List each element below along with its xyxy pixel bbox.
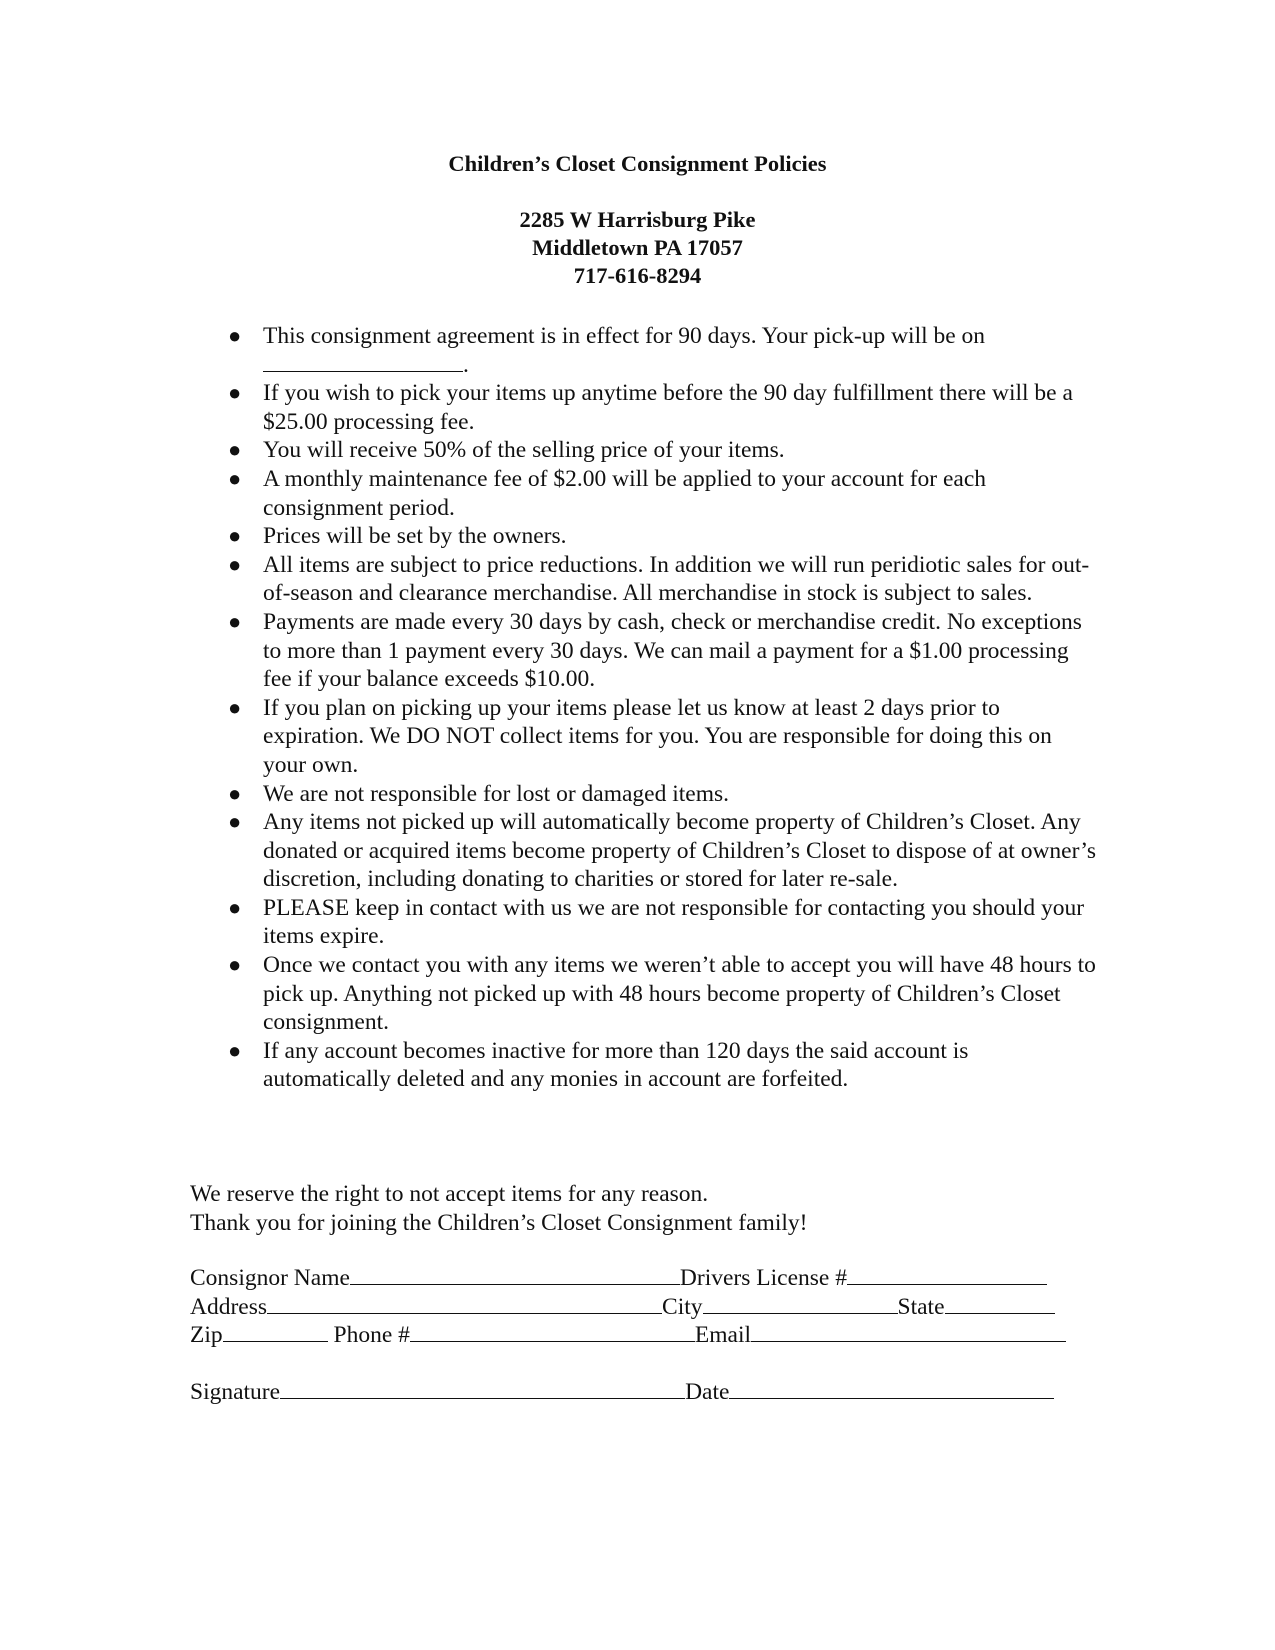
policy-text: We are not responsible for lost or damaged items. <box>263 780 730 807</box>
state-field[interactable] <box>945 1293 1055 1314</box>
policy-text: All items are subject to price reductions. In addition we will run peridiotic sales for out-of-season and clearance merchandise. All merchandise in stock is subject to sales. <box>263 551 1090 607</box>
city-state-zip: Middletown PA 17057 <box>532 235 743 260</box>
date-field[interactable] <box>729 1378 1054 1399</box>
drivers-license-field[interactable] <box>847 1264 1047 1285</box>
form-row-contact <box>190 1321 1090 1350</box>
policy-item <box>230 808 1100 894</box>
policy-item <box>230 551 1100 608</box>
thank-you-text: Thank you for joining the Children’s Closet Consignment family! <box>190 1209 808 1236</box>
email-label: Email <box>694 1322 752 1349</box>
policy-item <box>230 522 1100 551</box>
store-address-block <box>0 206 1275 290</box>
email-field[interactable] <box>751 1321 1066 1342</box>
city-field[interactable] <box>703 1293 898 1314</box>
policy-text: Prices will be set by the owners. <box>263 523 567 550</box>
bullet-icon: ● <box>228 952 242 978</box>
closing-statement <box>190 1180 807 1237</box>
reserve-right-text: We reserve the right to not accept items for any reason. <box>190 1181 709 1207</box>
bullet-icon: ● <box>228 465 242 491</box>
policy-text: PLEASE keep in contact with us we are not responsible for contacting you should your items expire. <box>263 894 1085 950</box>
street-address: 2285 W Harrisburg Pike <box>519 207 756 232</box>
policy-item <box>230 322 1100 379</box>
signature-field[interactable] <box>280 1378 685 1399</box>
policy-text: Once we contact you with any items we weren’t able to accept you will have 48 hours to pick up. Anything not picked up with 48 hours become property of Children’s Closet consignment. <box>263 952 1096 1036</box>
zip-label: Zip <box>190 1322 223 1349</box>
bullet-icon: ● <box>228 780 242 806</box>
state-label: State <box>897 1293 945 1320</box>
policy-text: If you wish to pick your items up anytime before the 90 day fulfillment there will be a $25.00 processing fee. <box>263 380 1073 435</box>
policy-text: If any account becomes inactive for more than 120 days the said account is automatically deleted and any monies in account are forfeited. <box>263 1037 969 1093</box>
phone-field[interactable] <box>410 1321 695 1342</box>
policy-item <box>230 379 1100 436</box>
bullet-icon: ● <box>228 809 242 835</box>
bullet-icon: ● <box>228 551 242 577</box>
bullet-icon: ● <box>228 1037 242 1063</box>
policy-list <box>230 322 1100 1094</box>
city-label: City <box>662 1293 703 1320</box>
bullet-icon: ● <box>228 437 242 463</box>
address-label: Address <box>190 1293 268 1320</box>
consignor-name-field[interactable] <box>350 1264 680 1285</box>
policy-item <box>230 780 1100 809</box>
policy-item <box>230 465 1100 522</box>
policy-text: This consignment agreement is in effect for 90 days. Your pick-up will be on <box>263 323 986 349</box>
bullet-icon: ● <box>228 323 242 348</box>
policy-text: Any items not picked up will automatically become property of Children’s Closet. Any donated or acquired items become property of Children’s Closet to dispose of at owner’s discretion, including donating to charities or stored for later re-sale. <box>263 809 1096 893</box>
policy-item <box>230 608 1100 694</box>
signature-label: Signature <box>190 1378 281 1405</box>
policy-text: If you plan on picking up your items please let us know at least 2 days prior to expiration. We DO NOT collect items for you. You are responsible for doing this on your own. <box>263 694 1052 778</box>
phone-number: 717-616-8294 <box>573 263 702 288</box>
bullet-icon: ● <box>228 694 242 720</box>
blank-suffix: . <box>463 351 469 378</box>
bullet-icon: ● <box>228 894 242 920</box>
document-title: Children’s Closet Consignment Policies <box>448 151 827 176</box>
phone-label: Phone # <box>333 1322 410 1349</box>
consignor-name-label: Consignor Name <box>190 1265 350 1291</box>
policy-text: Payments are made every 30 days by cash, check or merchandise credit. No exceptions to more than 1 payment every 30 days. We can mail a payment for a $1.00 processing fee if your balance exceeds $10.00. <box>263 608 1082 693</box>
bullet-icon: ● <box>228 523 242 549</box>
form-row-address <box>190 1293 1090 1322</box>
form-row-signature <box>190 1378 1090 1407</box>
date-label: Date <box>685 1378 730 1405</box>
bullet-icon: ● <box>228 608 242 634</box>
form-row-name-license <box>190 1264 1090 1293</box>
policy-item <box>230 436 1100 465</box>
address-field[interactable] <box>267 1293 662 1314</box>
drivers-license-label: Drivers License # <box>679 1265 847 1291</box>
consignor-form <box>190 1264 1090 1406</box>
policy-text: A monthly maintenance fee of $2.00 will be applied to your account for each consignment period. <box>263 465 987 521</box>
bullet-icon: ● <box>228 380 242 406</box>
zip-field[interactable] <box>223 1321 328 1342</box>
policy-text: You will receive 50% of the selling price of your items. <box>263 437 785 464</box>
policy-item <box>230 894 1100 951</box>
policy-item <box>230 951 1100 1037</box>
pickup-date-blank[interactable] <box>263 351 463 372</box>
policy-item <box>230 1037 1100 1094</box>
policy-item <box>230 694 1100 780</box>
